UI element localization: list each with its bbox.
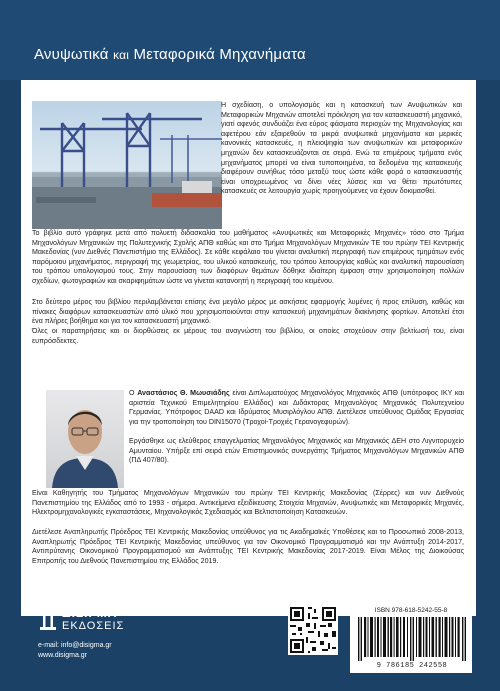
publisher-web[interactable]: www.disigma.gr [38, 652, 88, 659]
thanks-paragraph: Όλες οι παρατηρήσεις και οι διορθώσεις εκ μέρους του αναγνώστη του βιβλίου, οι οποίες στοχεύουν στην βελτίωσή του, είναι ευπρόσδεκτες. [32, 327, 464, 345]
author-bio-1 [129, 389, 464, 427]
publisher-sub: ΕΚΔΟΣΕΙΣ [62, 620, 125, 632]
publisher-contact [38, 641, 112, 661]
qr-code-icon [288, 605, 338, 655]
intro-paragraph: Η σχεδίαση, ο υπολογισμός και η κατασκευή των Ανυψωτικών και Μεταφορικών Μηχανών αποτελεί πρόκληση για τον κατασκευαστή μηχανικό, γιατί αφενός συνδυάζει ένα εύρος φάσματα περιοχών της Μηχανολογίας και αφετέρου εάν εξαιρεθούν τα μικρά ανυψωτικά μηχανήματα και μερικές κανονικές κατασκευές, η πλειοψηφία των ανυψωτικών και μεταφορικών μηχανών δεν κατασκευάζονται σε σειρά. Ενώ τα επιμέρους τμήματα ενός μηχανήματος μπορεί να είναι τυποποιημένα, τα δεδομένα της κατασκευής διαφέρουν συνήθως τόσο μεταξύ τους ώστε κάθε φορά ο κατασκευαστής είναι υποχρεωμένος να δίνει νέες λύσεις και να θέτει πρωτότυπες κατασκευές σε λειτουργία χωρίς προηγούμενες να έχουν δοκιμασθεί. [221, 101, 462, 196]
author-bio-text: είναι Διπλωματούχος Μηχανολόγος Μηχανικός ΑΠΘ (υπότροφος ΙΚΥ και αριστεία Τεχνικού Επιμελητηρίου Ελλάδος) και Διδάκτορας Μηχανολόγος Μηχανικός Πολυτεχνείου Γερμανίας. Υπότροφος DAAD και Ιδρύματος Μυσιρλόγλου ΑΠΘ. Διετέλεσε υπεύθυνος Ομάδας Εργασίας για την τροποποίηση του DIN15070 (Τροχοί-Τροχιές Γερανογεφυρών). [129, 389, 464, 426]
author-photo [46, 390, 124, 488]
publisher-name: ΔΙΣΙΓΜΑ [62, 606, 118, 620]
author-bio-2: Εργάσθηκε ως ελεύθερος επαγγελματίας Μηχανολόγος Μηχανικός και Μηχανικός ΔΕΗ στο Λιγνιτορυχείο Αμυνταίου. Υπήρξε επί σειρά ετών Επιστημονικός συνεργάτης Τμήματος Μηχανολόγων Μηχανικών ΑΠΘ (ΠΔ 407/80). [129, 437, 464, 465]
barcode-icon [358, 617, 466, 661]
isbn-label: ISBN 978-618-5242-55-8 [374, 607, 448, 614]
author-bio-4: Διετέλεσε Αναπληρωτής Πρόεδρος ΤΕΙ Κεντρικής Μακεδονίας υπεύθυνος για τις Ακαδημαϊκές Υποθέσεις και το Προσωπικό 2008-2013, Αναπληρωτής Πρόεδρος ΤΕΙ Κεντρικής Μακεδονίας υπεύθυνος για τον Οικονομικό Προγραμματισμό και την Ανάπτυξη 2014-2017, Αντιπρύτανης Οικονομικού Προγραμματισμού και Ανάπτυξης ΤΕΙ Κεντρικής Μακεδονίας 2017-2019. Είναι Μέλος της Διοικούσας Επιτροπής του Διεθνούς Πανεπιστημίου της Ελλάδος 2019. [32, 528, 464, 565]
isbn-barcode [350, 605, 472, 673]
publisher-email[interactable]: e-mail: info@disigma.gr [38, 642, 112, 649]
second-part-paragraph: Στο δεύτερο μέρος του βιβλίου περιλαμβάνεται επίσης ένα μεγάλο μέρος με ασκήσεις εφαρμογής λυμένες ή προς επίλυση, καθώς και πίνακες διαφόρων κατασκευαστών από υλικό που χρησιμοποιούνται στην κατασκευή μηχανημάτων διακίνησης φορτίων. Αποτελεί έτσι ένα πλήρες βοήθημα και για τον κατασκευαστή μηχανικό. [32, 298, 464, 326]
author-bio-3: Είναι Καθηγητής του Τμήματος Μηχανολόγων Μηχανικών του πρώην ΤΕΙ Κεντρικής Μακεδονίας (Σέρρες) και νυν Διεθνούς Πανεπιστημίου της Ελλάδος από το 1993 - σήμερα. Αντικείμενα εξειδίκευσης Στοιχεία Μηχανών, Ανυψωτικές και Μεταφορικές Μηχανές, Ηλεκτρομηχανολογικές εγκαταστάσεις, Μηχανολογικός Σχεδιασμός και Βελτιστοποίηση Κατασκευών. [32, 489, 464, 517]
port-cranes-photo [32, 101, 222, 229]
author-prefix: Ο [129, 389, 135, 397]
title-part: Μεταφορικά Μηχανήματα [133, 46, 306, 63]
disigma-logo-icon [38, 604, 58, 632]
author-name: Αναστάσιος Θ. Μωυσιάδης [137, 389, 230, 397]
book-paragraph: Το βιβλίο αυτό γράφηκε μετά από πολυετή διδασκαλία του μαθήματος «Ανυψωτικές και Μεταφορικές Μηχανές» τόσο στο Τμήμα Μηχανολόγων Μηχανικών της Πολυτεχνικής Σχολής ΑΠΘ καθώς και στο Τμήμα Μηχανολόγων Μηχανικών ΤΕ του πρώην ΤΕΙ Κεντρικής Μακεδονίας (νυν Διεθνές Πανεπιστήμιο της Ελλάδος). Σε κάθε κεφάλαιο του γίνεται αναλυτική περιγραφή των επιμέρους τμημάτων ενός παρόμοιου μηχανήματος, περιγραφή της γεωμετρίας, του υλικού κατασκευής, του τρόπου λειτουργίας καθώς και αναλυτική παρουσίαση του τρόπου υπολογισμού τους. Στην παρουσίαση των διαφόρων θεμάτων δόθηκε ιδιαίτερη έμφαση στην χρησιμοποίηση πολλών σχεδίων, φωτογραφιών και σκαριφημάτων ώστε να γίνεται κατανοητή η περιγραφή του κειμένου. [32, 229, 464, 285]
title-band [0, 0, 500, 80]
barcode-digits: 9 786185 242558 [376, 662, 448, 670]
title-part: και [113, 48, 130, 62]
cover-title [34, 46, 306, 63]
title-part: Ανυψωτικά [34, 46, 109, 63]
text-panel [21, 80, 476, 616]
